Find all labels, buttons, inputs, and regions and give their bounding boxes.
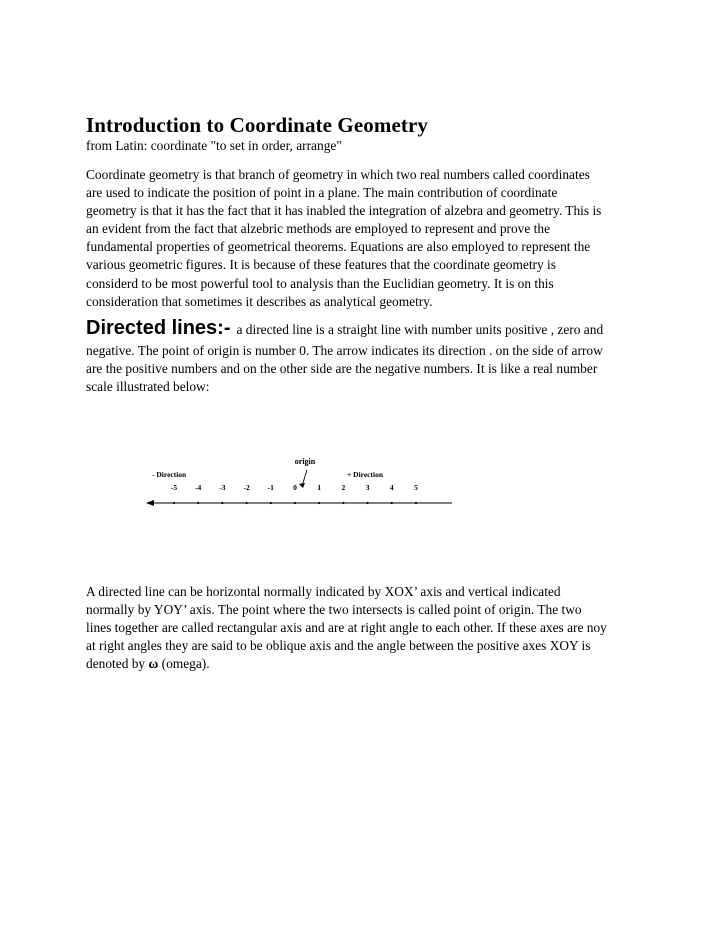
axes-paragraph — [86, 583, 666, 673]
tick-label: 5 — [414, 483, 418, 492]
tick-label: 2 — [341, 483, 346, 492]
paragraph-line: at right angles they are said to be oblique axis and the angle between the positive axes XOY is — [86, 638, 591, 654]
tick-labels — [171, 483, 418, 492]
text-fragment: denoted by — [86, 656, 149, 672]
tick-mark — [391, 502, 393, 504]
paragraph-line: consideration that sometimes it describes as analytical geometry. — [86, 293, 433, 309]
tick-mark — [318, 502, 320, 504]
tick-label: 0 — [293, 483, 297, 492]
section-heading: Directed lines:- — [86, 317, 231, 339]
subtitle: from Latin: coordinate "to set in order, arrange" — [86, 138, 342, 153]
negative-direction-label: - Direction — [152, 470, 187, 479]
tick-label: -1 — [267, 483, 274, 492]
paragraph-line: Coordinate geometry is that branch of geometry in which two real numbers called coordinates — [86, 167, 590, 182]
paragraph-line: an evident from the fact that alzebric methods are employed to represent and prove the — [86, 221, 551, 237]
omega-symbol: ω — [148, 656, 159, 672]
tick-mark — [294, 502, 296, 504]
origin-pointer-arrow — [299, 470, 307, 488]
tick-mark — [342, 502, 344, 504]
left-arrowhead — [146, 500, 154, 506]
directed-lines-section — [86, 316, 666, 396]
directed-intro-text: a directed line is a straight line with number units positive , zero and — [236, 322, 604, 337]
paragraph-line — [86, 655, 666, 673]
tick-label: -2 — [243, 483, 250, 492]
paragraph-line: are used to indicate the position of point in a plane. The main contribution of coordinate — [86, 185, 558, 201]
positive-direction-label: + Direction — [347, 470, 384, 479]
paragraph-line: fundamental properties of geometrical theorems. Equations are also employed to represent the — [86, 239, 591, 255]
tick-label: 1 — [317, 483, 322, 492]
paragraph-line: negative. The point of origin is number 0. The arrow indicates its direction . on the side of arrow — [86, 343, 603, 358]
directed-first-line — [86, 316, 666, 342]
tick-mark — [415, 502, 417, 504]
number-line-svg — [140, 450, 460, 520]
tick-label: 4 — [389, 483, 394, 492]
paragraph-line: considerd to be most powerful tool to analysis than the Euclidian geometry. It is on this — [86, 275, 554, 291]
paragraph-line: A directed line can be horizontal normally indicated by XOX’ axis and vertical indicated — [86, 584, 561, 599]
paragraph-line: are the positive numbers and on the other side are the negative numbers. It is like a real number — [86, 361, 598, 377]
paragraph-line: various geometric figures. It is because of these features that the coordinate geometry is — [86, 257, 556, 273]
tick-mark — [221, 502, 223, 504]
tick-label: -4 — [195, 483, 202, 492]
tick-mark — [270, 502, 272, 504]
tick-label: -5 — [170, 483, 178, 492]
tick-mark — [197, 502, 199, 504]
paragraph-line: lines together are called rectangular axis and are at right angle to each other. If these axes are noy — [86, 620, 607, 636]
origin-label: origin — [294, 457, 316, 466]
tick-mark — [173, 502, 175, 504]
tick-mark — [367, 502, 369, 504]
page-title: Introduction to Coordinate Geometry — [86, 113, 428, 137]
tick-label: -3 — [219, 483, 226, 492]
paragraph-line: geometry is that it has the fact that it has inabled the integration of alzebra and geometry. This is — [86, 203, 602, 219]
paragraph-line: scale illustrated below: — [86, 379, 210, 395]
text-fragment: (omega). — [158, 656, 210, 672]
intro-paragraph — [86, 166, 666, 311]
tick-mark — [246, 502, 248, 504]
paragraph-line: normally by YOY’ axis. The point where the two intersects is called point of origin. The two — [86, 602, 582, 618]
tick-label: 3 — [365, 483, 370, 492]
number-line-figure — [140, 450, 460, 520]
